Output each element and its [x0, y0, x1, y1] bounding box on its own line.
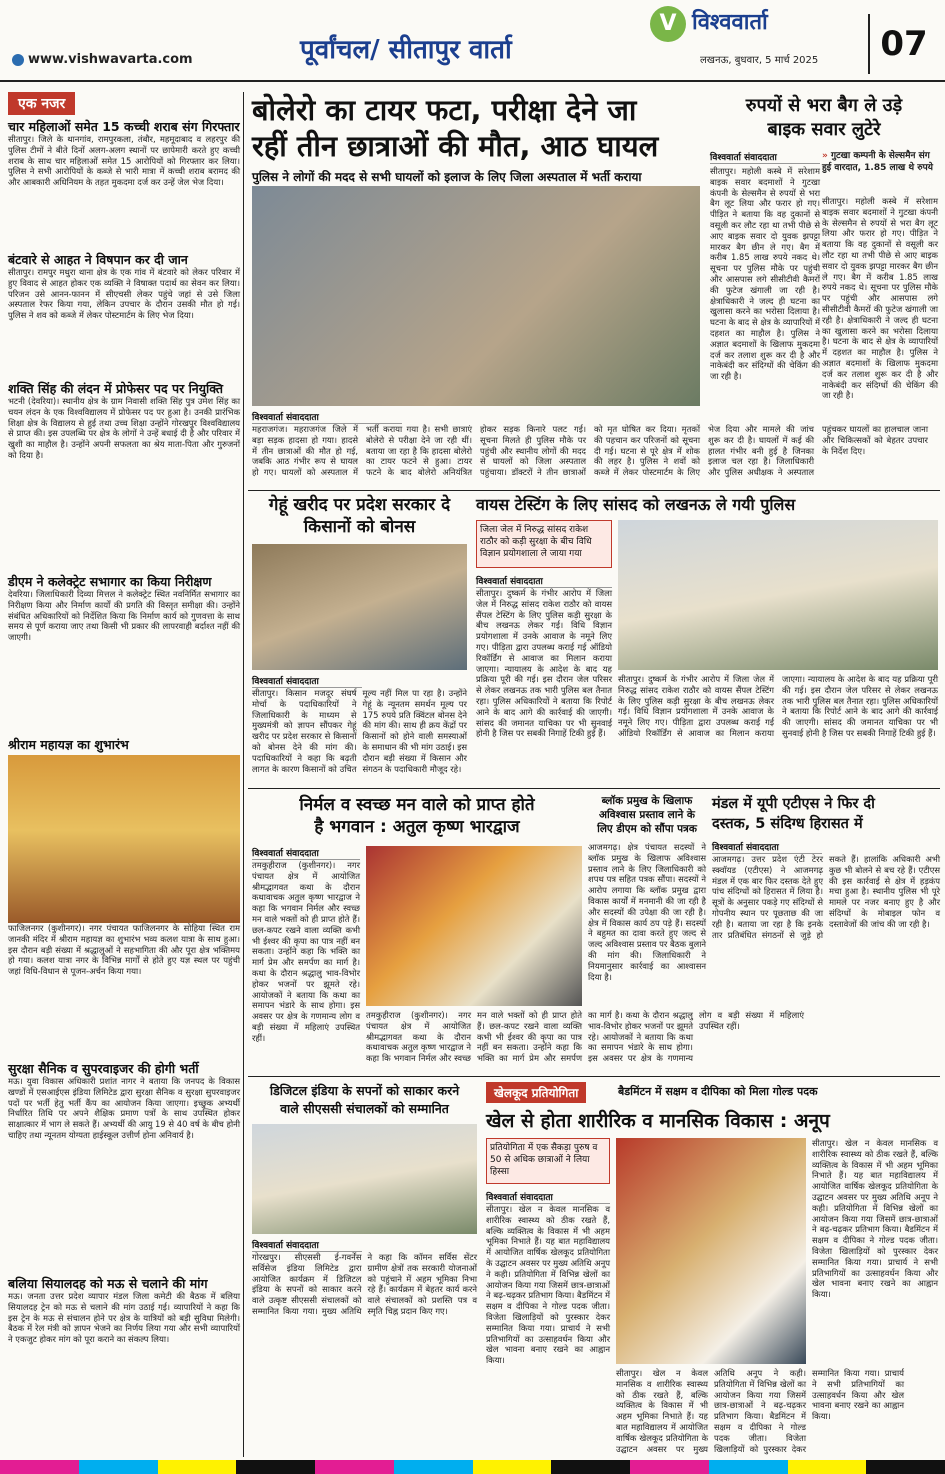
photo-caption: फाजिलनगर (कुशीनगर)। नगर पंचायत फाजिलनगर के सोहिया स्थित राम जानकी मंदिर में श्रीराम महायज्ञ का शुभारंभ भव्य कलश यात्रा के साथ हुआ। इस दौरान बड़ी संख्या में श्रद्धालुओं ने सहभागिता की और पूरा क्षेत्र भक्तिमय हो गया। कलश यात्रा नगर के विभिन्न मार्गों से होते हुए यज्ञ स्थल पर पहुंची जहां विधि-विधान से पूजन-अर्चन किया गया।: [8, 923, 240, 977]
color-registration-bar: [0, 1460, 945, 1474]
voice-headline: वायस टेस्टिंग के लिए सांसद को लखनऊ ले गयी पुलिस: [476, 495, 796, 514]
block-headline: [588, 794, 706, 836]
wheat-headline-line: किसानों को बोनस: [303, 517, 416, 537]
deity-photo: [366, 846, 582, 1006]
brief-heading: बंटवारे से आहत ने विषपान कर दी जान: [8, 252, 188, 267]
digital-photo: [252, 1124, 477, 1234]
sports-highlight: प्रतियोगिता में एक सैकड़ा पुरुष व 50 से अधिक छात्राओं ने लिया हिस्सा: [486, 1138, 610, 1184]
brand-name: विश्ववार्ता: [692, 10, 768, 35]
ats-headline: [712, 794, 940, 834]
byline: विश्ववार्ता संवाददाता: [252, 846, 360, 860]
nirmal-headline: [252, 794, 582, 838]
loot-text-col2: सीतापुर। महोली कस्बे में सरेशाम बाइक सवार बदमाशों ने गुटखा कंपनी के सेल्समैन से रुपयों से भरा बैग लूट लिया और फरार हो गए। पीड़ित ने बताया कि वह दुकानों से वसूली कर लौट रहा था तभी पीछे से आए बाइक सवार दो युवक झपट्टा मारकर बैग छीन ले गए। बैग में करीब 1.85 लाख रुपये नकद थे। सूचना पर पुलिस मौके पर पहुंची और आसपास लगे सीसीटीवी कैमरों की फुटेज खंगाली जा रही है। क्षेत्राधिकारी ने जल्द ही घटना का खुलासा करने का भरोसा दिलाया है। घटना के बाद से क्षेत्र के व्यापारियों में दहशत का माहौल है। पुलिस ने अज्ञात बदमाशों के खिलाफ मुकदमा दर्ज कर तलाश शुरू कर दी है और नाकेबंदी कर संदिग्धों की चेकिंग की जा रही है।: [822, 196, 938, 401]
brief-heading: चार महिलाओं समेत 15 कच्ची शराब संग गिरफ्तार: [8, 119, 240, 134]
left-news-column: [8, 92, 240, 1457]
byline: विश्ववार्ता संवाददाता: [486, 1190, 610, 1204]
wheat-headline-line: गेहूं खरीद पर प्रदेश सरकार दे: [268, 495, 451, 515]
block-headline-line: लिए डीएम को सौंपा पत्रक: [597, 823, 697, 835]
nirmal-text-col1: तमकुहीराज (कुशीनगर)। नगर पंचायत क्षेत्र में आयोजित श्रीमद्भागवत कथा के दौरान कथावाचक अतुल कृष्ण भारद्वाज ने कहा कि भगवान निर्मल और स्वच्छ मन वाले भक्तों को ही प्राप्त होते हैं। छल-कपट रखने वाला व्यक्ति कभी भी ईश्वर की कृपा का पात्र नहीं बन सकता। उन्होंने कहा कि भक्ति का मार्ग प्रेम और समर्पण का मार्ग है। कथा के दौरान श्रद्धालु भाव-विभोर होकर भजनों पर झूमते रहे। आयोजकों ने बताया कि कथा का समापन भंडारे के साथ होगा। इस अवसर पर क्षेत्र के गणमान्य लोग व बड़ी संख्या में महिलाएं उपस्थित रहीं।: [252, 860, 360, 1043]
sports-text-col2: सीतापुर। खेल न केवल मानसिक व शारीरिक स्वास्थ्य को ठीक रखते हैं, बल्कि व्यक्तित्व के विकास में भी अहम भूमिका निभाते हैं। यह बात महाविद्यालय में आयोजित वार्षिक खेलकूद प्रतियोगिता के उद्घाटन अवसर पर मुख्य अतिथि अनूप ने कही। प्रतियोगिता में विभिन्न खेलों का आयोजन किया गया जिसमें छात्र-छात्राओं ने बढ़-चढ़कर प्रतिभाग किया। बैडमिंटन में सक्षम व दीपिका ने गोल्ड पदक जीता। विजेता खिलाड़ियों को पुरस्कार देकर सम्मानित किया गया। प्राचार्य ने सभी प्रतिभागियों का उत्साहवर्धन किया और खेल भावना बनाए रखने का आह्वान किया।: [616, 1368, 904, 1454]
ats-headline-line: मंडल में यूपी एटीएस ने फिर दी: [712, 796, 875, 812]
wheat-photo: [252, 544, 467, 670]
lead-headline-line: बोलेरो का टायर फटा, परीक्षा देने जा: [252, 93, 637, 127]
nirmal-text-col2: तमकुहीराज (कुशीनगर)। नगर पंचायत क्षेत्र में आयोजित श्रीमद्भागवत कथा के दौरान कथावाचक अतुल कृष्ण भारद्वाज ने कहा कि भगवान निर्मल और स्वच्छ मन वाले भक्तों को ही प्राप्त होते हैं। छल-कपट रखने वाला व्यक्ति कभी भी ईश्वर की कृपा का पात्र नहीं बन सकता। उन्होंने कहा कि भक्ति का मार्ग प्रेम और समर्पण का मार्ग है। कथा के दौरान श्रद्धालु भाव-विभोर होकर भजनों पर झूमते रहे। आयोजकों ने बताया कि कथा का समापन भंडारे के साथ होगा। इस अवसर पर क्षेत्र के गणमान्य लोग व बड़ी संख्या में महिलाएं उपस्थित रहीं।: [366, 1010, 804, 1064]
website-text: www.vishwavarta.com: [28, 52, 193, 67]
sports-text-col3: सीतापुर। खेल न केवल मानसिक व शारीरिक स्वास्थ्य को ठीक रखते हैं, बल्कि व्यक्तित्व के विकास में भी अहम भूमिका निभाते हैं। यह बात महाविद्यालय में आयोजित वार्षिक खेलकूद प्रतियोगिता के उद्घाटन अवसर पर मुख्य अतिथि अनूप ने कही। प्रतियोगिता में विभिन्न खेलों का आयोजन किया गया जिसमें छात्र-छात्राओं ने बढ़-चढ़कर प्रतिभाग किया। बैडमिंटन में सक्षम व दीपिका ने गोल्ड पदक जीता। विजेता खिलाड़ियों को पुरस्कार देकर सम्मानित किया गया। प्राचार्य ने सभी प्रतिभागियों का उत्साहवर्धन किया और खेल भावना बनाए रखने का आह्वान किया।: [812, 1138, 938, 1300]
digital-headline-line: वाले सीएससी संचालकों को सम्मानित: [280, 1101, 449, 1116]
digital-headline-line: डिजिटल इंडिया के सपनों को साकार करने: [269, 1083, 460, 1098]
byline: विश्ववार्ता संवाददाता: [252, 410, 402, 424]
sports-text-col1: सीतापुर। खेल न केवल मानसिक व शारीरिक स्वास्थ्य को ठीक रखते हैं, बल्कि व्यक्तित्व के विकास में भी अहम भूमिका निभाते हैं। यह बात महाविद्यालय में आयोजित वार्षिक खेलकूद प्रतियोगिता के उद्घाटन अवसर पर मुख्य अतिथि अनूप ने कही। प्रतियोगिता में विभिन्न खेलों का आयोजन किया गया जिसमें छात्र-छात्राओं ने बढ़-चढ़कर प्रतिभाग किया। बैडमिंटन में सक्षम व दीपिका ने गोल्ड पदक जीता। विजेता खिलाड़ियों को पुरस्कार देकर सम्मानित किया गया। प्राचार्य ने सभी प्रतिभागियों का उत्साहवर्धन किया और खेल भावना बनाए रखने का आह्वान किया।: [486, 1204, 610, 1366]
loot-highlight: [822, 150, 938, 174]
brief-heading: डीएम ने कलेक्ट्रेट सभागार का किया निरीक्षण: [8, 574, 212, 589]
loot-headline: [710, 94, 938, 142]
brief-text: सीतापुर। जिले के थानगांव, रामपुरकला, तंबौर, महमूदाबाद व लहरपुर की पुलिस टीमों ने बीते दिनों अलग-अलग स्थानों पर छापेमारी करते हुए कच्ची शराब के साथ चार महिलाओं समेत 15 आरोपियों को गिरफ्तार कर लिया। पुलिस ने सभी आरोपियों के कब्जे से भारी मात्रा में कच्ची शराब बरामद की और आबकारी अधिनियम के तहत मुकदमा दर्ज कर उन्हें जेल भेज दिया।: [8, 134, 240, 188]
loot-headline-line: बाइक सवार लुटेरे: [767, 119, 881, 140]
byline: विश्ववार्ता संवाददाता: [252, 1238, 362, 1252]
brief-text: देवरिया। जिलाधिकारी दिव्या मित्तल ने कलेक्ट्रेट स्थित नवनिर्मित सभागार का निरीक्षण किया और निर्माण कार्यों की प्रगति की विस्तृत समीक्षा की। उन्होंने संबंधित अधिकारियों को निर्देशित किया कि निर्माण कार्य को गुणवत्ता के साथ समय से पूर्ण कराया जाए तथा किसी भी प्रकार की लापरवाही बर्दाश्त नहीं की जाएगी।: [8, 589, 240, 643]
sports-headline: खेल से होता शारीरिक व मानसिक विकास : अनूप: [486, 1110, 830, 1132]
wheat-text: सीतापुर। किसान मजदूर संघर्ष मोर्चा के पदाधिकारियों ने जिलाधिकारी के माध्यम से मुख्यमंत्री को ज्ञापन सौंपकर गेहूं खरीद पर प्रदेश सरकार से किसानों को बोनस देने की मांग की। पदाधिकारियों ने कहा कि बढ़ती लागत के कारण किसानों को उचित मूल्य नहीं मिल पा रहा है। उन्होंने गेहूं के न्यूनतम समर्थन मूल्य पर 175 रुपये प्रति क्विंटल बोनस देने की मांग की। साथ ही क्रय केंद्रों पर किसानों को होने वाली समस्याओं के समाधान की भी मांग उठाई। इस दौरान बड़ी संख्या में किसान और संगठन के पदाधिकारी मौजूद रहे।: [252, 688, 467, 774]
voice-highlight: जिला जेल में निरुद्ध सांसद राकेश राठौर को कड़ी सुरक्षा के बीच विधि विज्ञान प्रयोगशाला ले जाया गया: [476, 520, 612, 568]
website-url[interactable]: [12, 52, 193, 67]
block-headline-line: अविश्वास प्रस्ताव लाने के: [599, 809, 695, 821]
byline: विश्ववार्ता संवाददाता: [476, 574, 612, 588]
divider: [248, 788, 940, 789]
globe-icon: [12, 54, 24, 66]
digital-headline: [252, 1082, 477, 1118]
digital-text: गोरखपुर। सीएससी ई-गवर्नेंस सर्विसेज इंडिया लिमिटेड द्वारा आयोजित कार्यक्रम में डिजिटल इंडिया के सपनों को साकार करने वाले उत्कृष्ट सीएससी संचालकों को सम्मानित किया गया। मुख्य अतिथि ने कहा कि कॉमन सर्विस सेंटर ग्रामीण क्षेत्रों तक सरकारी योजनाओं को पहुंचाने में अहम भूमिका निभा रहे हैं। कार्यक्रम में बेहतर कार्य करने वाले संचालकों को प्रशस्ति पत्र व स्मृति चिह्न प्रदान किए गए।: [252, 1252, 477, 1316]
voice-text-col2: सीतापुर। दुष्कर्म के गंभीर आरोप में जिला जेल में निरुद्ध सांसद राकेश राठौर को वायस सैंपल टेस्टिंग के लिए पुलिस कड़ी सुरक्षा के बीच लखनऊ लेकर गई। विधि विज्ञान प्रयोगशाला में उनके आवाज के नमूने लिए गए। पीड़िता द्वारा उपलब्ध कराई गई ऑडियो रिकॉर्डिंग से आवाज का मिलान कराया जाएगा। न्यायालय के आदेश के बाद यह प्रक्रिया पूरी की गई। इस दौरान जेल परिसर से लेकर लखनऊ तक भारी पुलिस बल तैनात रहा। पुलिस अधिकारियों ने बताया कि रिपोर्ट आने के बाद आगे की कार्रवाई की जाएगी। सांसद की जमानत याचिका पर भी सुनवाई होनी है जिस पर सबकी निगाहें टिकी हुई हैं।: [618, 674, 938, 738]
page-number: 07: [868, 14, 938, 74]
yajna-photo: [8, 755, 240, 923]
divider: [248, 1076, 940, 1077]
sports-photo: [616, 1138, 806, 1364]
lead-text: महराजगंज। महराजगंज जिले में बड़ा सड़क हादसा हो गया। हादसे में तीन छात्राओं की मौत हो गई, जबकि आठ गंभीर रूप से घायल हो गए। घायलों को अस्पताल में भर्ती कराया गया है। सभी छात्राएं बोलेरो से परीक्षा देने जा रही थीं। बताया जा रहा है कि हादसा बोलेरो का टायर फटने से हुआ। टायर फटने के बाद बोलेरो अनियंत्रित होकर सड़क किनारे पलट गई। सूचना मिलते ही पुलिस मौके पर पहुंची और स्थानीय लोगों की मदद से घायलों को जिला अस्पताल पहुंचाया। डॉक्टरों ने तीन छात्राओं को मृत घोषित कर दिया। मृतकों की पहचान कर परिजनों को सूचना दी गई। घटना से पूरे क्षेत्र में शोक की लहर है। पुलिस ने शवों को कब्जे में लेकर पोस्टमार्टम के लिए भेज दिया और मामले की जांच शुरू कर दी है। घायलों में कई की हालत गंभीर बनी हुई है जिनका इलाज चल रहा है। जिलाधिकारी और पुलिस अधीक्षक ने अस्पताल पहुंचकर घायलों का हालचाल जाना और चिकित्सकों को बेहतर उपचार के निर्देश दिए।: [252, 424, 928, 478]
voice-text-col1: सीतापुर। दुष्कर्म के गंभीर आरोप में जिला जेल में निरुद्ध सांसद राकेश राठौर को वायस सैंपल टेस्टिंग के लिए पुलिस कड़ी सुरक्षा के बीच लखनऊ लेकर गई। विधि विज्ञान प्रयोगशाला में उनके आवाज के नमूने लिए गए। पीड़िता द्वारा उपलब्ध कराई गई ऑडियो रिकॉर्डिंग से आवाज का मिलान कराया जाएगा। न्यायालय के आदेश के बाद यह प्रक्रिया पूरी की गई। इस दौरान जेल परिसर से लेकर लखनऊ तक भारी पुलिस बल तैनात रहा। पुलिस अधिकारियों ने बताया कि रिपोर्ट आने के बाद आगे की कार्रवाई की जाएगी। सांसद की जमानत याचिका पर भी सुनवाई होनी है जिस पर सबकी निगाहें टिकी हुई हैं।: [476, 588, 612, 739]
sports-kicker: बैडमिंटन में सक्षम व दीपिका को मिला गोल्ड पदक: [618, 1085, 818, 1098]
brief-heading: सुरक्षा सैनिक व सुपरवाइजर की होगी भर्ती: [8, 1061, 199, 1076]
byline: विश्ववार्ता संवाददाता: [712, 840, 822, 854]
ats-headline-line: दस्तक, 5 संदिग्ध हिरासत में: [712, 816, 863, 832]
arrow-icon: »: [822, 151, 831, 161]
lead-headline: [252, 92, 702, 164]
section-label: एक नजर: [8, 92, 75, 115]
brief-text: सीतापुर। रामपुर मथुरा थाना क्षेत्र के एक गांव में बंटवारे को लेकर परिवार में हुए विवाद से आहत होकर एक व्यक्ति ने विषाक्त पदार्थ का सेवन कर लिया। परिजन उसे आनन-फानन में सीएचसी लेकर पहुंचे जहां से उसे जिला अस्पताल रेफर किया गया, लेकिन उपचार के दौरान उसकी मौत हो गई। पुलिस ने शव को कब्जे में लेकर पोस्टमार्टम के लिए भेज दिया।: [8, 267, 240, 321]
brief-text: भटनी (देवरिया)। स्थानीय क्षेत्र के ग्राम निवासी शक्ति सिंह पुत्र उमेश सिंह का चयन लंदन के एक विश्वविद्यालय में प्रोफेसर पद पर हुआ है। उनकी प्रारंभिक शिक्षा क्षेत्र के विद्यालय से हुई तथा उच्च शिक्षा उन्होंने गोरखपुर विश्वविद्यालय से प्राप्त की। इस उपलब्धि पर क्षेत्र के लोगों ने उन्हें बधाई दी है और परिवार में खुशी का माहौल है। उन्होंने अपनी सफलता का श्रेय माता-पिता और गुरुजनों को दिया है।: [8, 396, 240, 460]
column-divider: [243, 92, 244, 1457]
brand-logo: V: [650, 6, 686, 42]
brief-heading: शक्ति सिंह की लंदन में प्रोफेसर पद पर नियुक्ति: [8, 381, 224, 396]
brief-text: मऊ। जनता उत्तर प्रदेश व्यापार मंडल जिला कमेटी की बैठक में बलिया सियालदह ट्रेन को मऊ से चलाने की मांग उठाई गई। व्यापारियों ने कहा कि इस ट्रेन के मऊ से संचालन होने पर क्षेत्र के यात्रियों को बड़ी सुविधा मिलेगी। बैठक में रेल मंत्री को ज्ञापन भेजने का निर्णय लिया गया और सभी व्यापारियों ने एकजुट होकर मांग को पूरा कराने का संकल्प लिया।: [8, 1291, 240, 1345]
loot-headline-line: रुपयों से भरा बैग ले उड़े: [745, 95, 903, 116]
block-text: आजमगढ़। क्षेत्र पंचायत सदस्यों ने ब्लॉक प्रमुख के खिलाफ अविश्वास प्रस्ताव लाने के लिए जिलाधिकारी को शपथ पत्र सहित पत्रक सौंपा। सदस्यों ने आरोप लगाया कि ब्लॉक प्रमुख द्वारा विकास कार्यों में मनमानी की जा रही है और सदस्यों की उपेक्षा की जा रही है। क्षेत्र में विकास कार्य ठप पड़े हैं। सदस्यों ने बहुमत का दावा करते हुए जल्द से जल्द अविश्वास प्रस्ताव पर बैठक बुलाने की मांग की। जिलाधिकारी ने नियमानुसार कार्रवाई का आश्वासन दिया है।: [588, 842, 707, 982]
ats-text: आजमगढ़। उत्तर प्रदेश एंटी टेरर स्क्वॉयड (एटीएस) ने आजमगढ़ मंडल में एक बार फिर दस्तक देते हुए पांच संदिग्धों को हिरासत में लिया है। सूत्रों के अनुसार पकड़े गए संदिग्धों से गोपनीय स्थान पर पूछताछ की जा रही है। बताया जा रहा है कि इनके तार प्रतिबंधित संगठनों से जुड़े हो सकते हैं। हालांकि अधिकारी अभी कुछ भी बोलने से बच रहे हैं। एटीएस की इस कार्रवाई से क्षेत्र में हड़कंप मचा हुआ है। स्थानीय पुलिस भी पूरे मामले पर नजर बनाए हुए है और संदिग्धों के मोबाइल फोन व दस्तावेजों की जांच की जा रही है।: [712, 854, 940, 940]
nirmal-headline-line: निर्मल व स्वच्छ मन वाले को प्राप्त होते: [299, 795, 535, 815]
brief-text: मऊ। युवा विकास अधिकारी प्रशांत नागर ने बताया कि जनपद के विकास खण्डों में एसआईएस इंडिया लिमिटेड द्वारा सुरक्षा सैनिक व सुरक्षा सुपरवाइजर पदों पर भर्ती हेतु भर्ती कैंप का आयोजन किया जाएगा। इच्छुक अभ्यर्थी निर्धारित तिथि पर अपने शैक्षिक प्रमाण पत्रों के साथ उपस्थित होकर साक्षात्कार में भाग ले सकते हैं। अभ्यर्थी की आयु 19 से 40 वर्ष के बीच होनी चाहिए तथा न्यूनतम योग्यता हाईस्कूल उत्तीर्ण होना अनिवार्य है।: [8, 1076, 240, 1140]
block-headline-line: ब्लॉक प्रमुख के खिलाफ: [601, 795, 693, 807]
byline: विश्ववार्ता संवाददाता: [710, 150, 820, 164]
lead-subheadline: पुलिस ने लोगों की मदद से सभी घायलों को इलाज के लिए जिला अस्पताल में भर्ती कराया: [252, 170, 642, 184]
sports-tag: खेलकूद प्रतियोगिता: [486, 1082, 586, 1103]
divider: [248, 490, 940, 491]
lead-headline-line: रहीं तीन छात्राओं की मौत, आठ घायल: [252, 129, 659, 163]
byline: विश्ववार्ता संवाददाता: [252, 674, 362, 688]
brief-heading: बलिया सियालदह को मऊ से चलाने की मांग: [8, 1276, 208, 1291]
voice-photo: [618, 520, 938, 670]
loot-highlight-text: गुटखा कम्पनी के सेल्समैन संग हुई वारदात, 1.85 लाख थे रुपये: [822, 151, 934, 173]
dateline: लखनऊ, बुधवार, 5 मार्च 2025: [700, 55, 819, 66]
loot-text-col1: सीतापुर। महोली कस्बे में सरेशाम बाइक सवार बदमाशों ने गुटखा कंपनी के सेल्समैन से रुपयों से भरा बैग लूट लिया और फरार हो गए। पीड़ित ने बताया कि वह दुकानों से वसूली कर लौट रहा था तभी पीछे से आए बाइक सवार दो युवक झपट्टा मारकर बैग छीन ले गए। बैग में करीब 1.85 लाख रुपये नकद थे। सूचना पर पुलिस मौके पर पहुंची और आसपास लगे सीसीटीवी कैमरों की फुटेज खंगाली जा रही है। क्षेत्राधिकारी ने जल्द ही घटना का खुलासा करने का भरोसा दिलाया है। घटना के बाद से क्षेत्र के व्यापारियों में दहशत का माहौल है। पुलिस ने अज्ञात बदमाशों के खिलाफ मुकदमा दर्ज कर तलाश शुरू कर दी है और नाकेबंदी कर संदिग्धों की चेकिंग की जा रही है।: [710, 166, 820, 382]
brief-heading: श्रीराम महायज्ञ का शुभारंभ: [8, 737, 129, 752]
nirmal-headline-line: है भगवान : अतुल कृष्ण भारद्वाज: [314, 817, 520, 837]
wheat-headline: [252, 494, 467, 538]
lead-photo: [252, 186, 700, 406]
section-title: पूर्वांचल/ सीतापुर वार्ता: [300, 35, 512, 65]
